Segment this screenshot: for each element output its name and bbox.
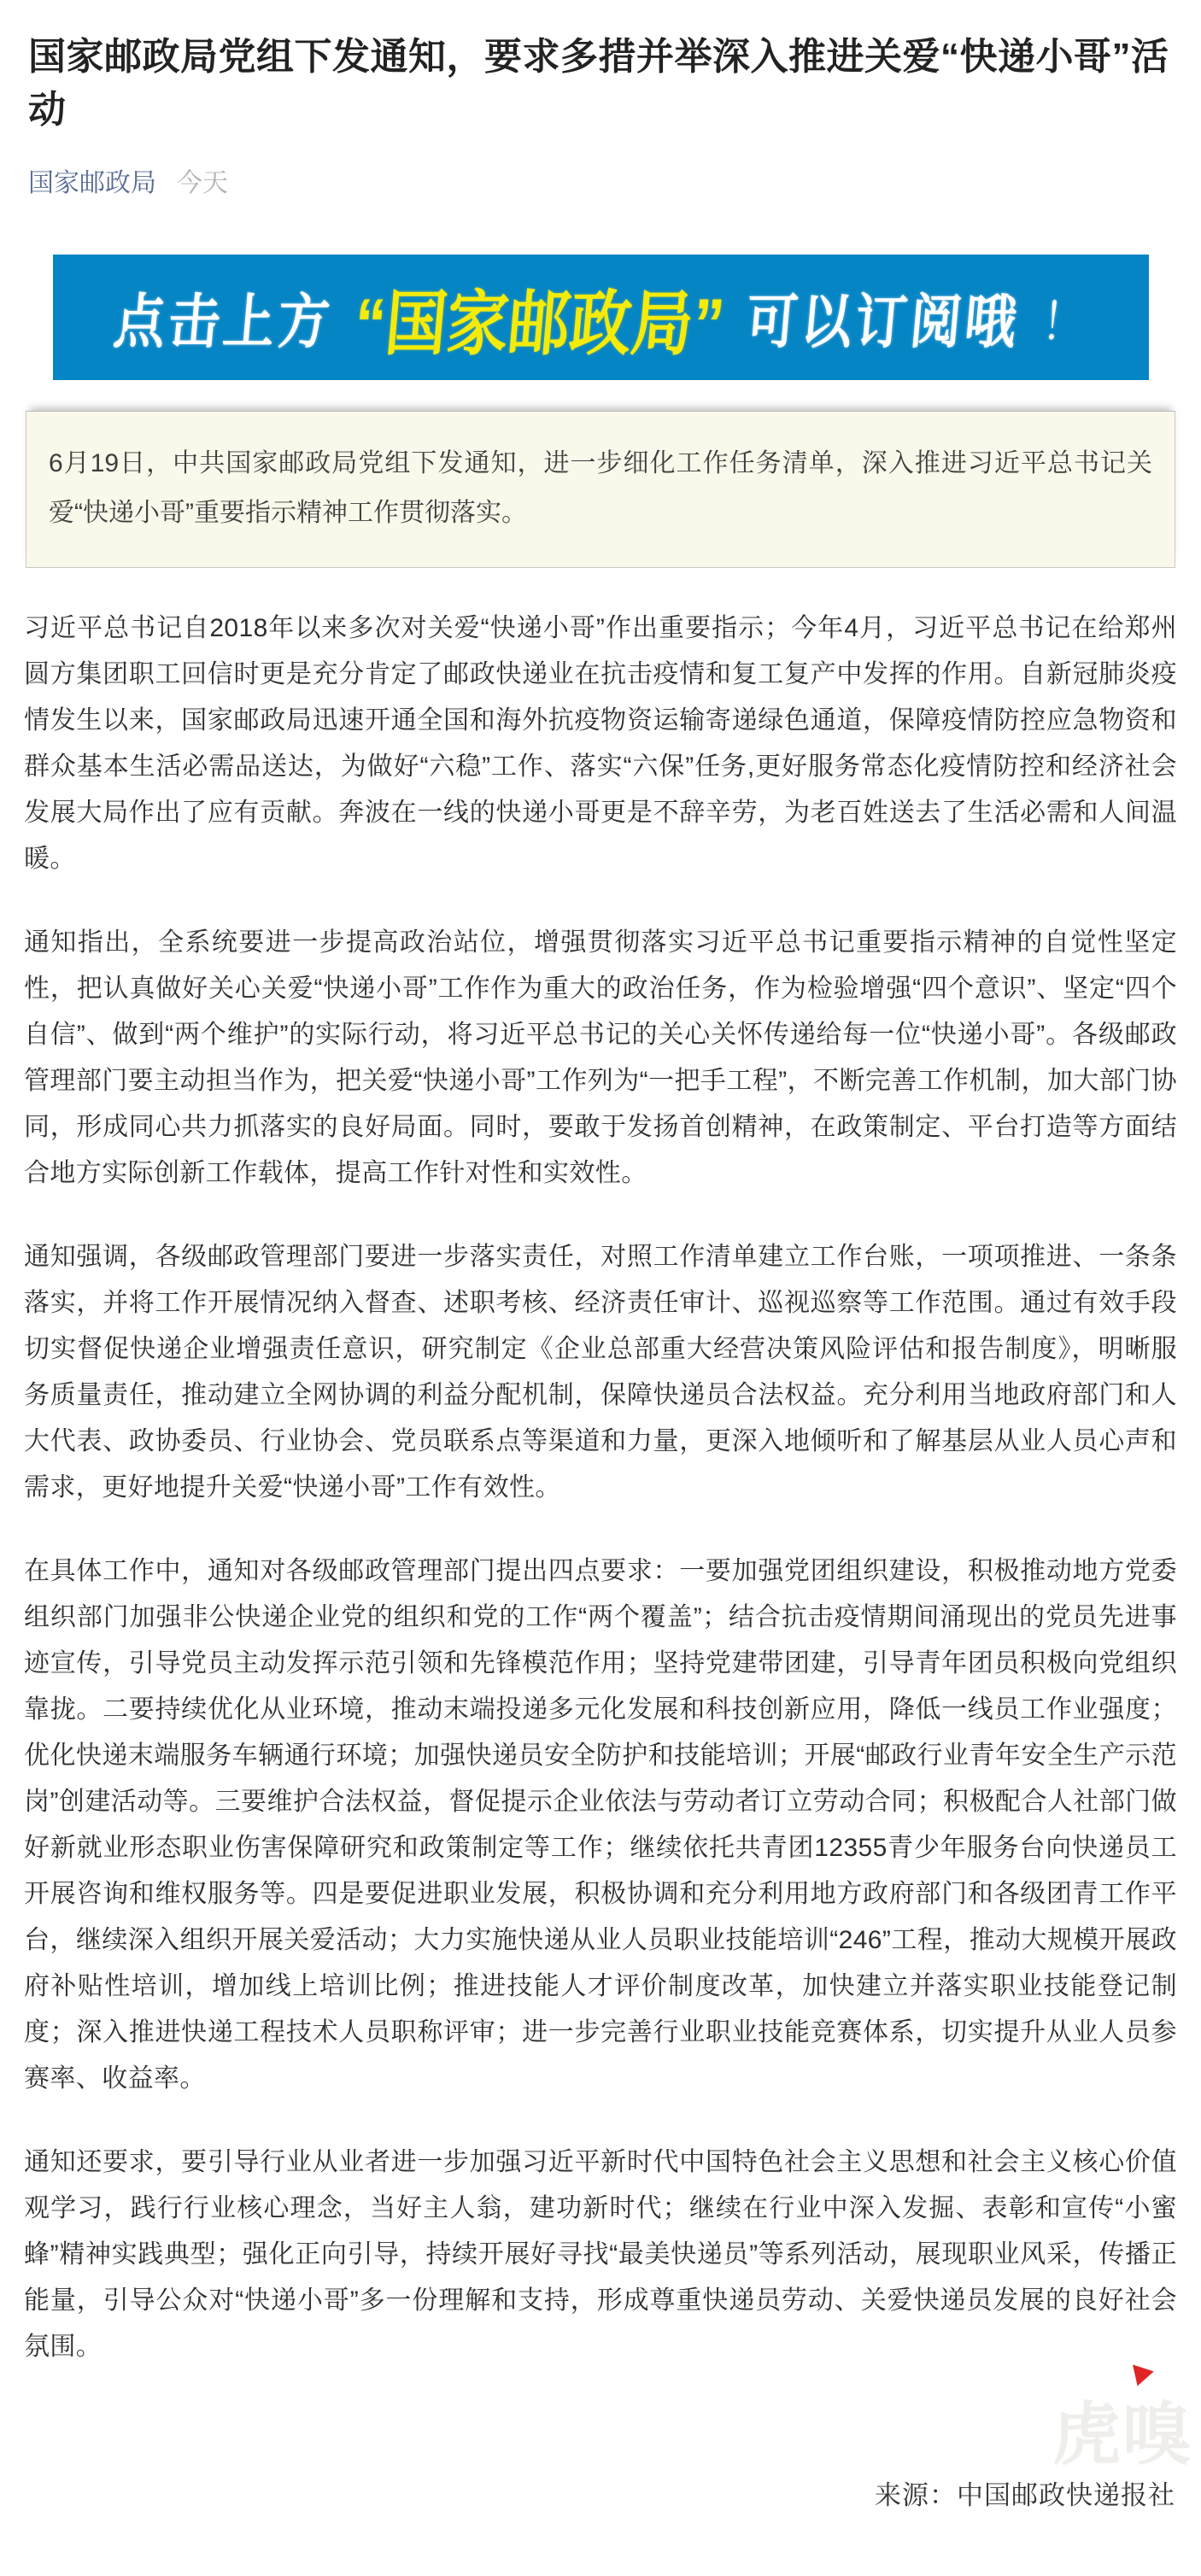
paragraph-2: 通知指出，全系统要进一步提高政治站位，增强贯彻落实习近平总书记重要指示精神的自觉性坚定性，把认真做好关心关爱“快递小哥”工作作为重大的政治任务，作为检验增强“四个意识”、坚定“四个自信”、做到“两个维护”的实际行动，将习近平总书记的关心关怀传递给每一位“快递小哥”。各级邮政管理部门要主动担当作为，把关爱“快递小哥”工作列为“一把手工程”，不断完善工作机制，加大部门协同，形成同心共力抓落实的良好局面。同时，要敢于发扬首创精神，在政策制定、平台打造等方面结合地方实际创新工作载体，提高工作针对性和实效性。 [24,928,1177,1187]
summary-quote-box: 6月19日，中共国家邮政局党组下发通知，进一步细化工作任务清单，深入推进习近平总书记关爱“快递小哥”重要指示精神工作贯彻落实。 [26,411,1175,568]
watermark-text: 虎嗅 [1052,2397,1192,2473]
article-meta [28,169,1177,198]
source-line: 来源：中国邮政快递报社 [875,2480,1175,2510]
publish-time: 今天 [177,169,228,197]
paragraph-4: 在具体工作中，通知对各级邮政管理部门提出四点要求：一要加强党团组织建设，积极推动地方党委组织部门加强非公快递企业党的组织和党的工作“两个覆盖”；结合抗击疫情期间涌现出的党员先进事迹宣传，引导党员主动发挥示范引领和先锋模范作用；坚持党建带团建，引导青年团员积极向党组织靠拢。二要持续优化从业环境，推动末端投递多元化发展和科技创新应用，降低一线员工作业强度；优化快递末端服务车辆通行环境；加强快递员安全防护和技能培训；开展“邮政行业青年安全生产示范岗”创建活动等。三要维护合法权益，督促提示企业依法与劳动者订立劳动合同；积极配合人社部门做好新就业形态职业伤害保障研究和政策制定等工作；继续依托共青团12355青少年服务台向快递员工开展咨询和维权服务等。四是要促进职业发展，积极协调和充分利用地方政府部门和各级团青工作平台，继续深入组织开展关爱活动；大力实施快递从业人员职业技能培训“246”工程，推动大规模开展政府补贴性培训，增加线上培训比例；推进技能人才评价制度改革，加快建立并落实职业技能登记制度；深入推进快递工程技术人员职称评审；进一步完善行业职业技能竞赛体系，切实提升从业人员参赛率、收益率。 [24,1557,1177,2093]
huxiu-watermark [1052,2380,1192,2478]
paragraph-5: 通知还要求，要引导行业从业者进一步加强习近平新时代中国特色社会主义思想和社会主义核心价值观学习，践行行业核心理念，当好主人翁，建功新时代；继续在行业中深入发掘、表彰和宣传“小蜜蜂”精神实践典型；强化正向引导，持续开展好寻找“最美快递员”等系列活动，展现职业风采，传播正能量，引导公众对“快递小哥”多一份理解和支持，形成尊重快递员劳动、关爱快递员发展的良好社会氛围。 [24,2148,1177,2361]
subscribe-banner-image[interactable] [53,255,1149,380]
banner-text-exclaim: ！ [1039,294,1089,352]
article-footer [24,2397,1192,2512]
account-name-link[interactable]: 国家邮政局 [28,169,156,197]
banner-text-after: 可以订阅哦 [743,289,1022,355]
banner-text-highlight: “国家邮政局” [351,284,728,364]
page-title: 国家邮政局党组下发通知，要求多措并举深入推进关爱“快递小哥”活动 [28,36,1169,131]
banner-text-before: 点击上方 [111,289,336,355]
paragraph-1: 习近平总书记自2018年以来多次对关爱“快递小哥”作出重要指示；今年4月，习近平总书记在给郑州圆方集团职工回信时更是充分肯定了邮政快递业在抗击疫情和复工复产中发挥的作用。自新冠肺炎疫情发生以来，国家邮政局迅速开通全国和海外抗疫物资运输寄递绿色通道，保障疫情防控应急物资和群众基本生活必需品送达，为做好“六稳”工作、落实“六保”任务,更好服务常态化疫情防控和经济社会发展大局作出了应有贡献。奔波在一线的快递小哥更是不辞辛劳，为老百姓送去了生活必需和人间温暖。 [24,614,1177,873]
paragraph-3: 通知强调，各级邮政管理部门要进一步落实责任，对照工作清单建立工作台账，一项项推进、一条条落实，并将工作开展情况纳入督查、述职考核、经济责任审计、巡视巡察等工作范围。通过有效手段切实督促快递企业增强责任意识，研究制定《企业总部重大经营决策风险评估和报告制度》，明晰服务质量责任，推动建立全网协调的利益分配机制，保障快递员合法权益。充分利用当地政府部门和人大代表、政协委员、行业协会、党员联系点等渠道和力量，更深入地倾听和了解基层从业人员心声和需求，更好地提升关爱“快递小哥”工作有效性。 [24,1243,1177,1502]
article-body [24,606,1177,2370]
